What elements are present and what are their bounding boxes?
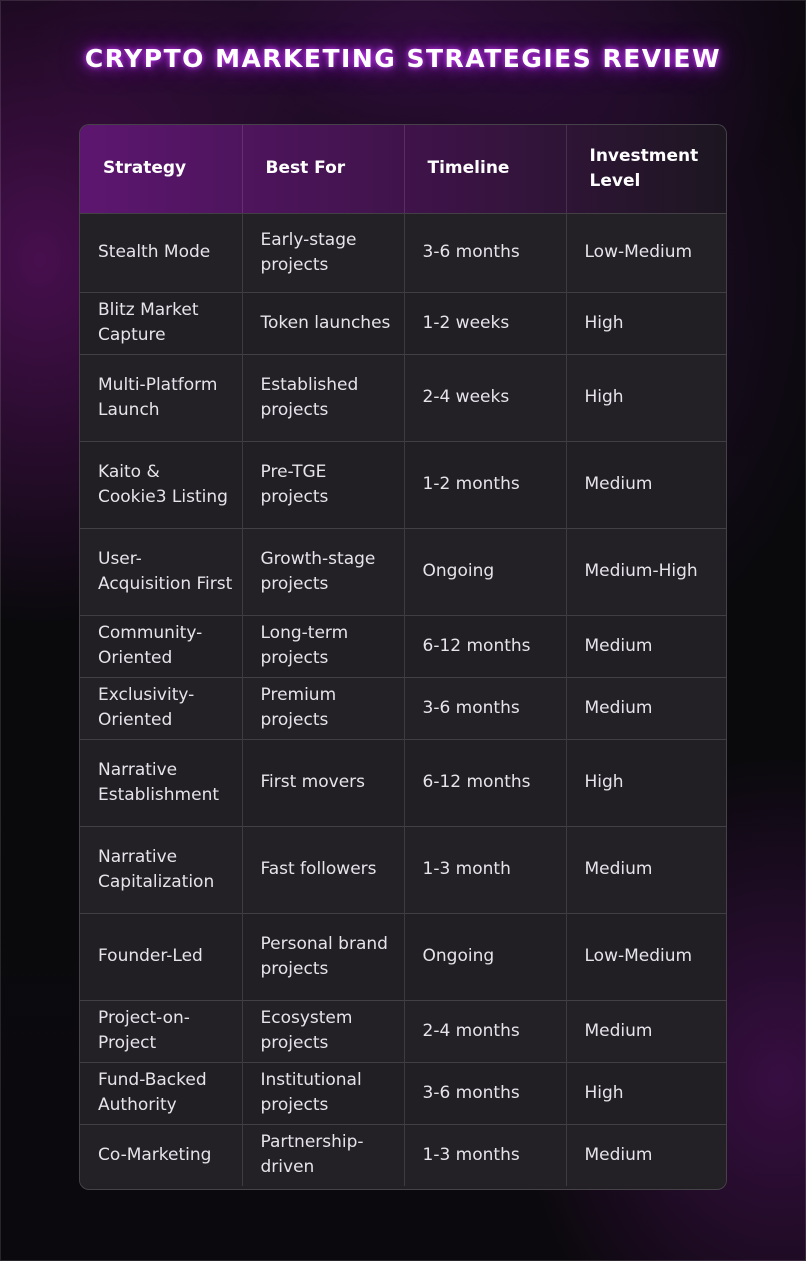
cell-timeline: 6-12 months	[404, 739, 566, 826]
cell-timeline: Ongoing	[404, 913, 566, 1000]
cell-timeline: 3-6 months	[404, 213, 566, 292]
cell-timeline: 2-4 weeks	[404, 354, 566, 441]
table-row	[80, 1124, 726, 1186]
table-row	[80, 913, 726, 1000]
cell-strategy: Kaito & Cookie3 Listing	[80, 441, 242, 528]
cell-best-for: Growth-stage projects	[242, 528, 404, 615]
cell-timeline: 1-3 months	[404, 1124, 566, 1186]
cell-best-for: Early-stage projects	[242, 213, 404, 292]
table-header	[80, 125, 726, 213]
cell-strategy: Community-Oriented	[80, 615, 242, 677]
cell-strategy: Multi-Platform Launch	[80, 354, 242, 441]
cell-timeline: 1-3 month	[404, 826, 566, 913]
header-best-for: Best For	[242, 125, 404, 213]
cell-timeline: 1-2 months	[404, 441, 566, 528]
table-body	[80, 213, 726, 1186]
cell-strategy: Founder-Led	[80, 913, 242, 1000]
strategies-table-card	[79, 124, 727, 1190]
cell-investment: High	[566, 739, 726, 826]
cell-investment: High	[566, 292, 726, 354]
cell-best-for: Premium projects	[242, 677, 404, 739]
table-row	[80, 677, 726, 739]
cell-investment: Medium	[566, 441, 726, 528]
cell-strategy: Blitz Market Capture	[80, 292, 242, 354]
cell-investment: Medium	[566, 1124, 726, 1186]
cell-investment: Medium-High	[566, 528, 726, 615]
table-row	[80, 441, 726, 528]
cell-best-for: Fast followers	[242, 826, 404, 913]
header-timeline: Timeline	[404, 125, 566, 213]
cell-investment: High	[566, 354, 726, 441]
table-row	[80, 1062, 726, 1124]
header-strategy: Strategy	[80, 125, 242, 213]
cell-timeline: 3-6 months	[404, 677, 566, 739]
cell-strategy: Co-Marketing	[80, 1124, 242, 1186]
table-row	[80, 528, 726, 615]
cell-strategy: Exclusivity-Oriented	[80, 677, 242, 739]
strategies-table	[80, 125, 726, 1186]
cell-timeline: 3-6 months	[404, 1062, 566, 1124]
table-row	[80, 292, 726, 354]
table-row	[80, 1000, 726, 1062]
cell-timeline: 1-2 weeks	[404, 292, 566, 354]
table-row	[80, 213, 726, 292]
cell-strategy: Narrative Establishment	[80, 739, 242, 826]
cell-investment: Low-Medium	[566, 213, 726, 292]
cell-best-for: Ecosystem projects	[242, 1000, 404, 1062]
header-investment-level: Investment Level	[589, 145, 699, 191]
cell-strategy: Project-on-Project	[80, 1000, 242, 1062]
header-row	[80, 125, 726, 213]
cell-strategy: Narrative Capitalization	[80, 826, 242, 913]
cell-best-for: Personal brand projects	[242, 913, 404, 1000]
cell-best-for: Pre-TGE projects	[242, 441, 404, 528]
cell-timeline: 6-12 months	[404, 615, 566, 677]
cell-best-for: Established projects	[242, 354, 404, 441]
cell-best-for: Partnership-driven	[242, 1124, 404, 1186]
cell-investment: Medium	[566, 1000, 726, 1062]
cell-investment: Medium	[566, 615, 726, 677]
table-row	[80, 739, 726, 826]
cell-best-for: Institutional projects	[242, 1062, 404, 1124]
cell-investment: Low-Medium	[566, 913, 726, 1000]
cell-best-for: First movers	[242, 739, 404, 826]
cell-best-for: Long-term projects	[242, 615, 404, 677]
page-title: CRYPTO MARKETING STRATEGIES REVIEW	[84, 44, 722, 73]
cell-timeline: Ongoing	[404, 528, 566, 615]
cell-investment: Medium	[566, 677, 726, 739]
cell-investment: High	[566, 1062, 726, 1124]
cell-strategy: Fund-Backed Authority	[80, 1062, 242, 1124]
table-row	[80, 826, 726, 913]
cell-strategy: User-Acquisition First	[80, 528, 242, 615]
cell-strategy: Stealth Mode	[80, 213, 242, 292]
cell-timeline: 2-4 months	[404, 1000, 566, 1062]
cell-best-for: Token launches	[242, 292, 404, 354]
cell-investment: Medium	[566, 826, 726, 913]
table-row	[80, 354, 726, 441]
table-row	[80, 615, 726, 677]
